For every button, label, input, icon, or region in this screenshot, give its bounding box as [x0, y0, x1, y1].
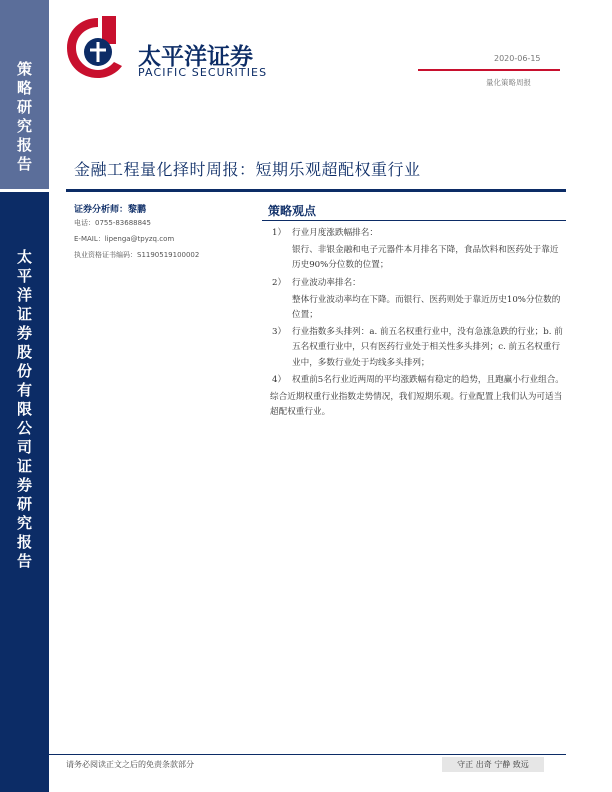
report-category: 量化策略周报 [486, 78, 531, 87]
sidebar-char: 太 [16, 248, 32, 266]
sidebar-char: 略 [16, 79, 32, 97]
strategy-summary: 综合近期权重行业指数走势情况，我们短期乐观。行业配置上我们认为可适当超配权重行业。 [270, 392, 563, 418]
sidebar-char: 平 [16, 267, 32, 285]
point-text: 银行、非银金融和电子元器件本月排名下降，食品饮料和医药处于靠近历史90%分位数的位置； [292, 245, 559, 271]
point-number: 2） [272, 277, 287, 288]
point-text: 行业月度涨跌幅排名： [292, 228, 378, 238]
sidebar-char: 策 [16, 60, 32, 78]
point-text: 整体行业波动率均在下降。而银行、医药则处于靠近历史10%分位数的位置； [292, 294, 561, 321]
sidebar-char: 报 [16, 136, 32, 154]
point-text: 行业指数多头排列：a. 前五名权重行业中，没有急涨急跌的行业；b. 前五名权重行业中，只有医药行业处于相关性多头排列；c. 前五名权重行业中，多数行业处于均线多头排列； [292, 327, 563, 368]
sidebar-char: 限 [16, 400, 32, 418]
analyst-phone: 电话：0755-83688845 [74, 219, 151, 227]
sidebar-char: 究 [16, 514, 32, 532]
sidebar-char: 证 [16, 457, 32, 475]
strategy-points [270, 226, 564, 420]
point-text: 权重前5名行业近两周的平均涨跌幅有稳定的趋势，且跑赢小行业组合。 [292, 374, 564, 385]
footer-divider [49, 754, 566, 755]
sidebar-char: 报 [16, 533, 32, 551]
sidebar-char: 研 [16, 495, 32, 513]
strategy-point [270, 243, 564, 273]
point-number: 1） [272, 228, 287, 238]
strategy-divider [262, 220, 566, 221]
strategy-point [270, 276, 564, 291]
brand-name-cn: 太平洋证券 [138, 44, 253, 70]
analyst-email[interactable]: E-MAIL：lipenga@tpyzq.com [74, 235, 175, 243]
sidebar-char: 究 [16, 117, 32, 135]
brand-name-en: PACIFIC SECURITIES [138, 66, 268, 79]
sidebar-char: 研 [16, 98, 32, 116]
header-accent-line [418, 69, 560, 71]
pacific-securities-logo [62, 14, 134, 82]
report-date: 2020-06-15 [494, 54, 541, 63]
sidebar-char: 告 [16, 155, 32, 173]
sidebar-company-label [0, 248, 49, 571]
sidebar-report-type [0, 60, 49, 174]
sidebar-char: 告 [16, 552, 32, 570]
strategy-heading: 策略观点 [268, 204, 317, 218]
sidebar-char: 股 [16, 343, 32, 361]
sidebar-char: 证 [16, 305, 32, 323]
company-motto: 守正 出奇 宁静 致远 [442, 757, 544, 772]
disclaimer-note: 请务必阅读正文之后的免责条款部分 [66, 760, 194, 769]
analyst-name: 证券分析师：黎鹏 [74, 205, 147, 215]
report-title: 金融工程量化择时周报：短期乐观超配权重行业 [74, 160, 421, 179]
sidebar-char: 司 [16, 438, 32, 456]
sidebar-char: 有 [16, 381, 32, 399]
point-text: 行业波动率排名： [292, 277, 361, 288]
title-divider [66, 189, 566, 192]
point-number: 4） [272, 374, 287, 385]
sidebar-char: 份 [16, 362, 32, 380]
sidebar-char: 公 [16, 419, 32, 437]
strategy-point [270, 373, 564, 388]
point-number: 3） [272, 327, 287, 338]
analyst-info [74, 200, 244, 263]
analyst-license: 执业资格证书编码：S1190519100002 [74, 251, 200, 259]
sidebar-char: 券 [16, 324, 32, 342]
strategy-point [270, 226, 564, 241]
sidebar-char: 洋 [16, 286, 32, 304]
strategy-point [270, 293, 564, 323]
sidebar-char: 券 [16, 476, 32, 494]
strategy-point [270, 325, 564, 371]
